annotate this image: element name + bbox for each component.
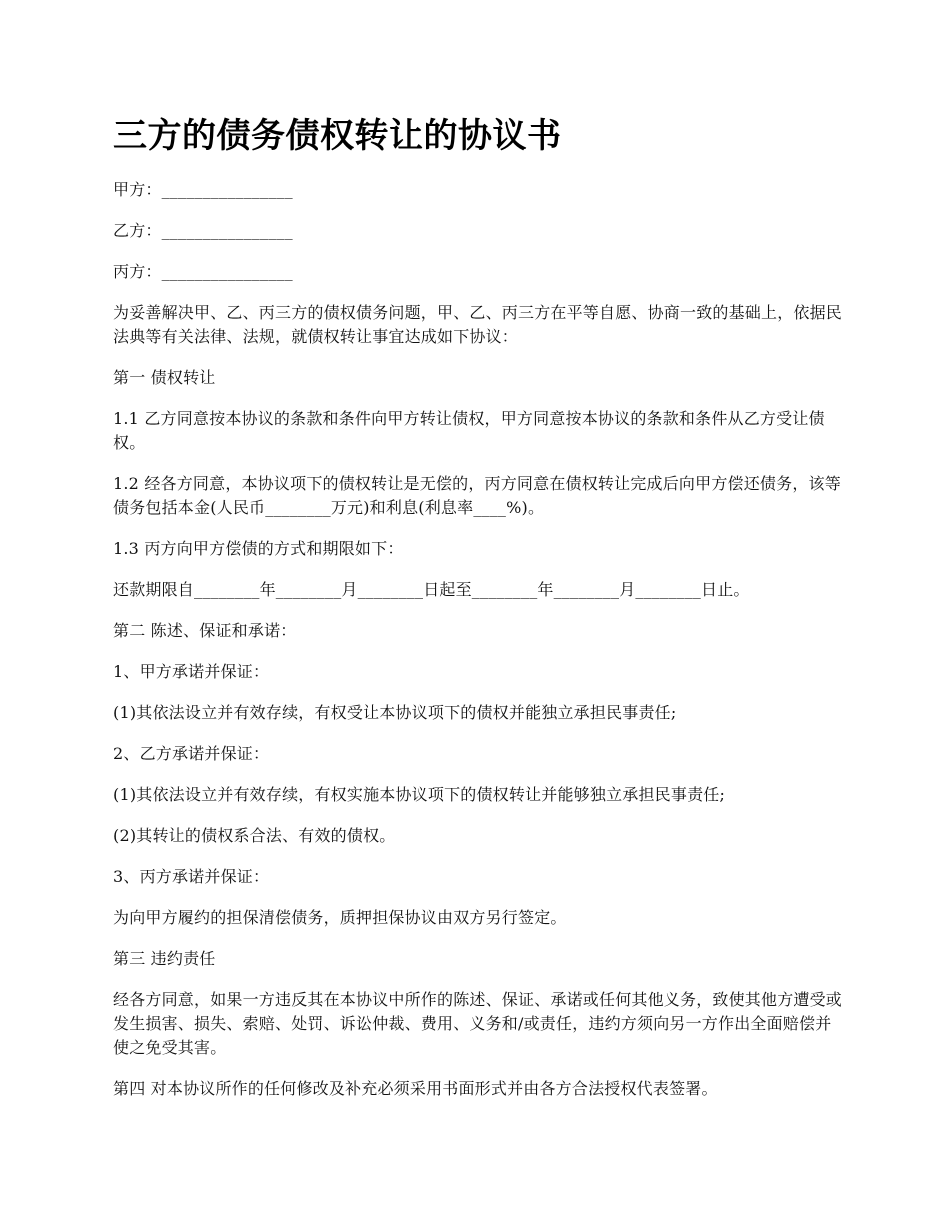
party-a-warranty-1: (1)其依法设立并有效存续，有权受让本协议项下的债权并能独立承担民事责任;	[113, 703, 677, 722]
party-b-line: 乙方：________________	[113, 221, 293, 240]
repayment-period-line: 还款期限自________年________月________日起至________年________月________日止。	[113, 580, 750, 599]
preamble-paragraph: 为妥善解决甲、乙、丙三方的债权债务问题，甲、乙、丙三方在平等自愿、协商一致的基础上，依据民法典等有关法律、法规，就债权转让事宜达成如下协议：	[113, 303, 843, 346]
party-a-warranty-heading: 1、甲方承诺并保证：	[113, 662, 270, 681]
section-4-paragraph: 第四 对本协议所作的任何修改及补充必须采用书面形式并由各方合法授权代表签署。	[113, 1079, 718, 1098]
clause-1-3: 1.3 丙方向甲方偿债的方式和期限如下：	[113, 539, 404, 558]
title-spacer	[113, 160, 842, 178]
document-title: 三方的债务债权转让的协议书	[113, 116, 562, 156]
party-a-line: 甲方：________________	[113, 180, 293, 199]
party-b-warranty-heading: 2、乙方承诺并保证：	[113, 744, 270, 763]
party-c-warranty-heading: 3、丙方承诺并保证：	[113, 867, 270, 886]
section-1-heading: 第一 债权转让	[113, 368, 216, 387]
clause-1-1: 1.1 乙方同意按本协议的条款和条件向甲方转让债权，甲方同意按本协议的条款和条件从乙方受让债权。	[113, 409, 825, 452]
section-2-heading: 第二 陈述、保证和承诺：	[113, 621, 297, 640]
party-c-line: 丙方：________________	[113, 262, 293, 281]
clause-1-2: 1.2 经各方同意，本协议项下的债权转让是无偿的，丙方同意在债权转让完成后向甲方偿还债务，该等债务包括本金(人民币________万元)和利息(利息率____%)。	[113, 474, 841, 517]
party-b-warranty-2: (2)其转让的债权系合法、有效的债权。	[113, 826, 396, 845]
liability-paragraph: 经各方同意，如果一方违反其在本协议中所作的陈述、保证、承诺或任何其他义务，致使其他方遭受或发生损害、损失、索赔、处罚、诉讼仲裁、费用、义务和/或责任，违约方须向另一方作出全面赔偿并使之免受其害。	[113, 990, 843, 1057]
section-3-heading: 第三 违约责任	[113, 949, 216, 968]
party-c-warranty-1: 为向甲方履约的担保清偿债务，质押担保协议由双方另行签定。	[113, 908, 567, 927]
party-b-warranty-1: (1)其依法设立并有效存续，有权实施本协议项下的债权转让并能够独立承担民事责任;	[113, 785, 726, 804]
